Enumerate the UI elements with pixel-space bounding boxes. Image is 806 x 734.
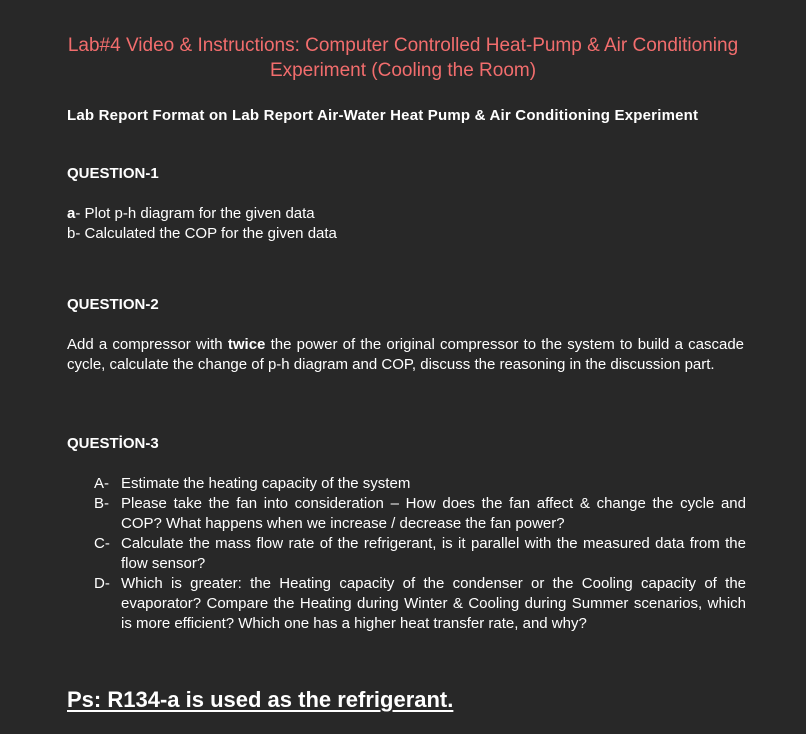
question-2-text-bold: twice [227, 336, 266, 353]
list-marker: C- [94, 535, 110, 552]
document-title: Lab#4 Video & Instructions: Computer Controlled Heat-Pump & Air Conditioning Experiment (Cooling the Room) [67, 35, 739, 81]
report-format-subtitle: Lab Report Format on Lab Report Air-Water Heat Pump & Air Conditioning Experiment [67, 107, 699, 124]
question-1-item-a-letter: a [67, 205, 76, 222]
list-item-text: Calculate the mass flow rate of the refrigerant, is it parallel with the measured data from the flow sensor? [121, 535, 746, 572]
list-marker: A- [94, 475, 109, 492]
question-3-list [94, 474, 746, 634]
list-item-text: Please take the fan into consideration – How does the fan affect & change the cycle and COP? What happens when we increase / decrease the fan power? [121, 495, 746, 532]
question-2-text-after: the power of the original compressor to the system to build a cascade cycle, calculate the change of p-h diagram and COP, discuss the reasoning in the discussion part. [67, 336, 744, 373]
question-3-item-a [94, 474, 746, 494]
question-3-item-d [94, 574, 746, 634]
question-1-item-a [67, 204, 315, 224]
question-1-item-a-text: - Plot p-h diagram for the given data [75, 205, 315, 222]
question-3-heading: QUESTİON-3 [67, 435, 159, 452]
question-3-item-c [94, 534, 746, 574]
question-1-item-b: b- Calculated the COP for the given data [67, 225, 337, 242]
list-marker: D- [94, 575, 110, 592]
list-marker: B- [94, 495, 109, 512]
question-2-text-before: Add a compressor with [67, 336, 228, 353]
list-item-text: Estimate the heating capacity of the system [121, 475, 411, 492]
question-1-heading: QUESTION-1 [67, 165, 159, 182]
question-2-heading: QUESTION-2 [67, 296, 159, 313]
refrigerant-note: Ps: R134-a is used as the refrigerant. [67, 687, 454, 712]
question-3-item-b [94, 494, 746, 534]
list-item-text: Which is greater: the Heating capacity of the condenser or the Cooling capacity of the evaporator? Compare the Heating during Winter & Cooling during Summer scenarios, which is more efficient? Which one has a higher heat transfer rate, and why? [121, 575, 746, 632]
question-2-text [67, 335, 744, 375]
